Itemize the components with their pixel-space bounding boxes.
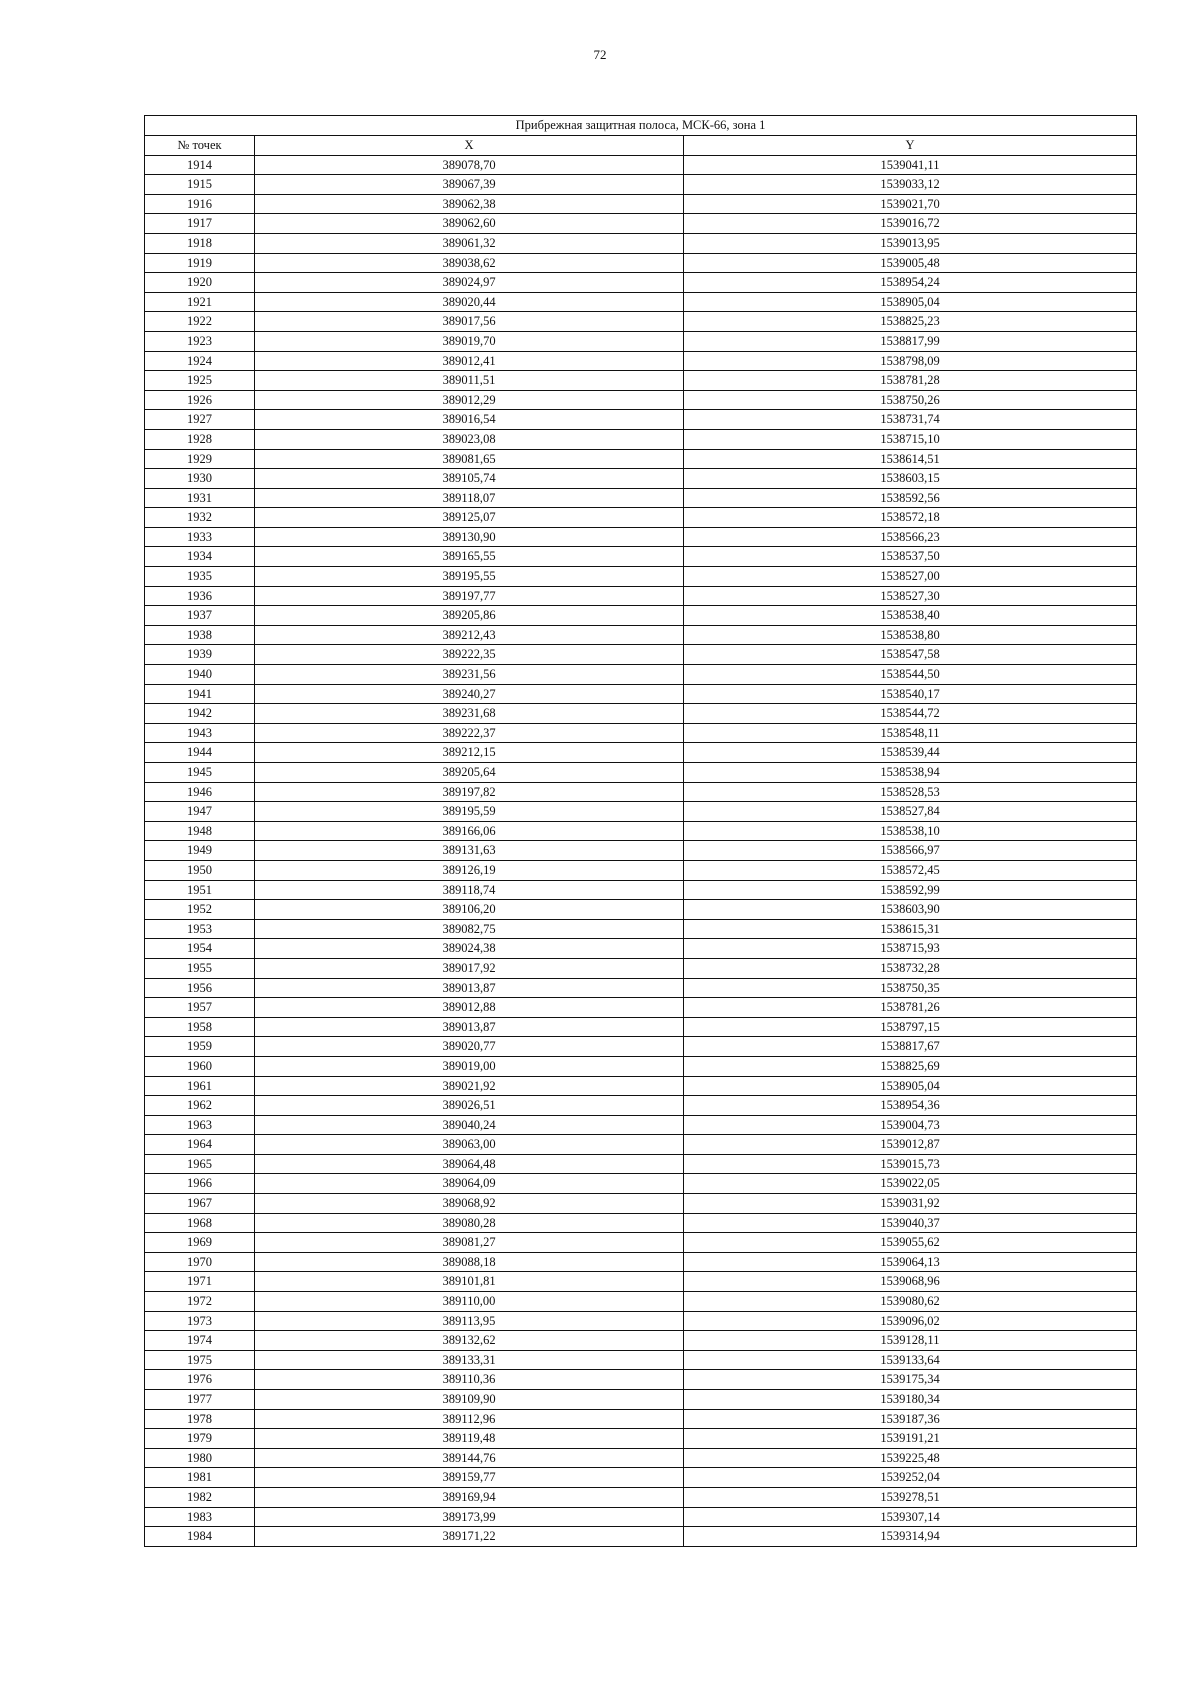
y-coordinate-cell: 1538954,36 (684, 1096, 1137, 1116)
y-coordinate-cell: 1538750,35 (684, 978, 1137, 998)
table-row (145, 1174, 1137, 1194)
x-coordinate-cell: 389222,37 (255, 723, 684, 743)
point-number-cell: 1981 (145, 1468, 255, 1488)
point-number-cell: 1975 (145, 1350, 255, 1370)
table-row (145, 743, 1137, 763)
table-row (145, 1370, 1137, 1390)
table-row (145, 155, 1137, 175)
table-row (145, 547, 1137, 567)
x-coordinate-cell: 389133,31 (255, 1350, 684, 1370)
y-coordinate-cell: 1538781,28 (684, 371, 1137, 391)
x-coordinate-cell: 389197,82 (255, 782, 684, 802)
y-coordinate-cell: 1538540,17 (684, 684, 1137, 704)
x-coordinate-cell: 389144,76 (255, 1448, 684, 1468)
point-number-cell: 1914 (145, 155, 255, 175)
table-row (145, 1350, 1137, 1370)
x-coordinate-cell: 389205,64 (255, 763, 684, 783)
x-coordinate-cell: 389088,18 (255, 1252, 684, 1272)
y-coordinate-cell: 1538603,90 (684, 900, 1137, 920)
table-header-row (145, 136, 1137, 156)
y-coordinate-cell: 1539004,73 (684, 1115, 1137, 1135)
x-coordinate-cell: 389125,07 (255, 508, 684, 528)
point-number-cell: 1963 (145, 1115, 255, 1135)
table-row (145, 723, 1137, 743)
table-row (145, 1448, 1137, 1468)
table-row (145, 371, 1137, 391)
y-coordinate-cell: 1538592,56 (684, 488, 1137, 508)
table-row (145, 233, 1137, 253)
table-row (145, 508, 1137, 528)
x-coordinate-cell: 389119,48 (255, 1429, 684, 1449)
y-coordinate-cell: 1538731,74 (684, 410, 1137, 430)
table-row (145, 1213, 1137, 1233)
x-coordinate-cell: 389081,65 (255, 449, 684, 469)
point-number-cell: 1944 (145, 743, 255, 763)
point-number-cell: 1982 (145, 1487, 255, 1507)
table-row (145, 939, 1137, 959)
point-number-cell: 1932 (145, 508, 255, 528)
y-coordinate-cell: 1539128,11 (684, 1331, 1137, 1351)
y-coordinate-cell: 1539041,11 (684, 155, 1137, 175)
table-row (145, 429, 1137, 449)
y-coordinate-cell: 1539016,72 (684, 214, 1137, 234)
table-row (145, 1154, 1137, 1174)
y-coordinate-cell: 1538538,40 (684, 606, 1137, 626)
x-coordinate-cell: 389082,75 (255, 919, 684, 939)
table-row (145, 488, 1137, 508)
point-number-cell: 1953 (145, 919, 255, 939)
table-row (145, 292, 1137, 312)
x-coordinate-cell: 389197,77 (255, 586, 684, 606)
y-coordinate-cell: 1539055,62 (684, 1233, 1137, 1253)
table-row (145, 214, 1137, 234)
x-coordinate-cell: 389195,59 (255, 802, 684, 822)
table-row (145, 351, 1137, 371)
y-coordinate-cell: 1538825,23 (684, 312, 1137, 332)
table-row (145, 1292, 1137, 1312)
column-header-y: Y (684, 136, 1137, 156)
x-coordinate-cell: 389080,28 (255, 1213, 684, 1233)
point-number-cell: 1961 (145, 1076, 255, 1096)
point-number-cell: 1980 (145, 1448, 255, 1468)
x-coordinate-cell: 389019,70 (255, 331, 684, 351)
table-row (145, 410, 1137, 430)
y-coordinate-cell: 1538797,15 (684, 1017, 1137, 1037)
y-coordinate-cell: 1538592,99 (684, 880, 1137, 900)
x-coordinate-cell: 389078,70 (255, 155, 684, 175)
table-row (145, 1468, 1137, 1488)
point-number-cell: 1949 (145, 841, 255, 861)
point-number-cell: 1952 (145, 900, 255, 920)
coordinates-table (144, 115, 1137, 1547)
x-coordinate-cell: 389159,77 (255, 1468, 684, 1488)
y-coordinate-cell: 1538539,44 (684, 743, 1137, 763)
table-row (145, 1115, 1137, 1135)
x-coordinate-cell: 389173,99 (255, 1507, 684, 1527)
point-number-cell: 1942 (145, 704, 255, 724)
x-coordinate-cell: 389038,62 (255, 253, 684, 273)
y-coordinate-cell: 1538905,04 (684, 292, 1137, 312)
point-number-cell: 1936 (145, 586, 255, 606)
point-number-cell: 1954 (145, 939, 255, 959)
x-coordinate-cell: 389062,38 (255, 194, 684, 214)
point-number-cell: 1923 (145, 331, 255, 351)
point-number-cell: 1924 (145, 351, 255, 371)
y-coordinate-cell: 1539133,64 (684, 1350, 1137, 1370)
x-coordinate-cell: 389126,19 (255, 860, 684, 880)
table-row (145, 1096, 1137, 1116)
y-coordinate-cell: 1538566,23 (684, 527, 1137, 547)
point-number-cell: 1917 (145, 214, 255, 234)
table-row (145, 880, 1137, 900)
x-coordinate-cell: 389013,87 (255, 1017, 684, 1037)
y-coordinate-cell: 1538544,50 (684, 665, 1137, 685)
x-coordinate-cell: 389024,38 (255, 939, 684, 959)
x-coordinate-cell: 389068,92 (255, 1194, 684, 1214)
point-number-cell: 1940 (145, 665, 255, 685)
point-number-cell: 1969 (145, 1233, 255, 1253)
y-coordinate-cell: 1538905,04 (684, 1076, 1137, 1096)
point-number-cell: 1947 (145, 802, 255, 822)
table-row (145, 1390, 1137, 1410)
table-row (145, 1429, 1137, 1449)
point-number-cell: 1946 (145, 782, 255, 802)
point-number-cell: 1966 (145, 1174, 255, 1194)
table-row (145, 1311, 1137, 1331)
y-coordinate-cell: 1539225,48 (684, 1448, 1137, 1468)
table-row (145, 998, 1137, 1018)
table-row (145, 390, 1137, 410)
y-coordinate-cell: 1538548,11 (684, 723, 1137, 743)
table-row (145, 782, 1137, 802)
x-coordinate-cell: 389012,29 (255, 390, 684, 410)
x-coordinate-cell: 389019,00 (255, 1056, 684, 1076)
table-row (145, 331, 1137, 351)
table-row (145, 1037, 1137, 1057)
x-coordinate-cell: 389110,00 (255, 1292, 684, 1312)
x-coordinate-cell: 389023,08 (255, 429, 684, 449)
table-row (145, 1487, 1137, 1507)
y-coordinate-cell: 1539307,14 (684, 1507, 1137, 1527)
x-coordinate-cell: 389118,74 (255, 880, 684, 900)
point-number-cell: 1978 (145, 1409, 255, 1429)
x-coordinate-cell: 389131,63 (255, 841, 684, 861)
table-row (145, 449, 1137, 469)
y-coordinate-cell: 1538538,10 (684, 821, 1137, 841)
y-coordinate-cell: 1539068,96 (684, 1272, 1137, 1292)
y-coordinate-cell: 1538538,94 (684, 763, 1137, 783)
table-row (145, 978, 1137, 998)
y-coordinate-cell: 1538825,69 (684, 1056, 1137, 1076)
x-coordinate-cell: 389021,92 (255, 1076, 684, 1096)
x-coordinate-cell: 389064,48 (255, 1154, 684, 1174)
point-number-cell: 1930 (145, 469, 255, 489)
x-coordinate-cell: 389113,95 (255, 1311, 684, 1331)
y-coordinate-cell: 1539252,04 (684, 1468, 1137, 1488)
column-header-x: X (255, 136, 684, 156)
table-row (145, 586, 1137, 606)
column-header-point-number: № точек (145, 136, 255, 156)
point-number-cell: 1929 (145, 449, 255, 469)
point-number-cell: 1973 (145, 1311, 255, 1331)
table-row (145, 312, 1137, 332)
x-coordinate-cell: 389205,86 (255, 606, 684, 626)
point-number-cell: 1967 (145, 1194, 255, 1214)
table-row (145, 919, 1137, 939)
y-coordinate-cell: 1538566,97 (684, 841, 1137, 861)
x-coordinate-cell: 389016,54 (255, 410, 684, 430)
point-number-cell: 1964 (145, 1135, 255, 1155)
point-number-cell: 1971 (145, 1272, 255, 1292)
y-coordinate-cell: 1539012,87 (684, 1135, 1137, 1155)
x-coordinate-cell: 389212,43 (255, 625, 684, 645)
table-row (145, 253, 1137, 273)
point-number-cell: 1919 (145, 253, 255, 273)
table-row (145, 704, 1137, 724)
y-coordinate-cell: 1539278,51 (684, 1487, 1137, 1507)
x-coordinate-cell: 389011,51 (255, 371, 684, 391)
x-coordinate-cell: 389026,51 (255, 1096, 684, 1116)
y-coordinate-cell: 1539096,02 (684, 1311, 1137, 1331)
point-number-cell: 1943 (145, 723, 255, 743)
table-row (145, 645, 1137, 665)
x-coordinate-cell: 389020,44 (255, 292, 684, 312)
table-row (145, 821, 1137, 841)
point-number-cell: 1922 (145, 312, 255, 332)
x-coordinate-cell: 389017,92 (255, 958, 684, 978)
x-coordinate-cell: 389109,90 (255, 1390, 684, 1410)
y-coordinate-cell: 1538615,31 (684, 919, 1137, 939)
point-number-cell: 1928 (145, 429, 255, 449)
point-number-cell: 1957 (145, 998, 255, 1018)
x-coordinate-cell: 389240,27 (255, 684, 684, 704)
table-row (145, 1409, 1137, 1429)
point-number-cell: 1974 (145, 1331, 255, 1351)
point-number-cell: 1938 (145, 625, 255, 645)
x-coordinate-cell: 389165,55 (255, 547, 684, 567)
y-coordinate-cell: 1538954,24 (684, 273, 1137, 293)
point-number-cell: 1941 (145, 684, 255, 704)
y-coordinate-cell: 1538528,53 (684, 782, 1137, 802)
y-coordinate-cell: 1539040,37 (684, 1213, 1137, 1233)
x-coordinate-cell: 389061,32 (255, 233, 684, 253)
y-coordinate-cell: 1539180,34 (684, 1390, 1137, 1410)
point-number-cell: 1915 (145, 175, 255, 195)
y-coordinate-cell: 1538527,00 (684, 567, 1137, 587)
x-coordinate-cell: 389024,97 (255, 273, 684, 293)
point-number-cell: 1984 (145, 1527, 255, 1547)
x-coordinate-cell: 389063,00 (255, 1135, 684, 1155)
y-coordinate-cell: 1538817,99 (684, 331, 1137, 351)
y-coordinate-cell: 1538603,15 (684, 469, 1137, 489)
x-coordinate-cell: 389020,77 (255, 1037, 684, 1057)
point-number-cell: 1939 (145, 645, 255, 665)
x-coordinate-cell: 389169,94 (255, 1487, 684, 1507)
table-row (145, 958, 1137, 978)
y-coordinate-cell: 1539031,92 (684, 1194, 1137, 1214)
table-row (145, 194, 1137, 214)
y-coordinate-cell: 1538572,18 (684, 508, 1137, 528)
x-coordinate-cell: 389081,27 (255, 1233, 684, 1253)
table-row (145, 841, 1137, 861)
table-row (145, 1194, 1137, 1214)
point-number-cell: 1962 (145, 1096, 255, 1116)
y-coordinate-cell: 1538715,10 (684, 429, 1137, 449)
point-number-cell: 1918 (145, 233, 255, 253)
table-title: Прибрежная защитная полоса, МСК-66, зона 1 (145, 116, 1137, 136)
y-coordinate-cell: 1538732,28 (684, 958, 1137, 978)
point-number-cell: 1937 (145, 606, 255, 626)
y-coordinate-cell: 1539080,62 (684, 1292, 1137, 1312)
table-row (145, 1252, 1137, 1272)
point-number-cell: 1934 (145, 547, 255, 567)
point-number-cell: 1968 (145, 1213, 255, 1233)
y-coordinate-cell: 1539015,73 (684, 1154, 1137, 1174)
table-row (145, 684, 1137, 704)
x-coordinate-cell: 389231,68 (255, 704, 684, 724)
table-row (145, 860, 1137, 880)
point-number-cell: 1955 (145, 958, 255, 978)
table-body (145, 155, 1137, 1546)
point-number-cell: 1920 (145, 273, 255, 293)
table-row (145, 273, 1137, 293)
x-coordinate-cell: 389064,09 (255, 1174, 684, 1194)
y-coordinate-cell: 1538538,80 (684, 625, 1137, 645)
table-title-row (145, 116, 1137, 136)
table-row (145, 606, 1137, 626)
x-coordinate-cell: 389040,24 (255, 1115, 684, 1135)
point-number-cell: 1925 (145, 371, 255, 391)
x-coordinate-cell: 389195,55 (255, 567, 684, 587)
point-number-cell: 1976 (145, 1370, 255, 1390)
x-coordinate-cell: 389101,81 (255, 1272, 684, 1292)
x-coordinate-cell: 389118,07 (255, 488, 684, 508)
y-coordinate-cell: 1539013,95 (684, 233, 1137, 253)
table-row (145, 1135, 1137, 1155)
x-coordinate-cell: 389067,39 (255, 175, 684, 195)
point-number-cell: 1960 (145, 1056, 255, 1076)
point-number-cell: 1933 (145, 527, 255, 547)
point-number-cell: 1958 (145, 1017, 255, 1037)
point-number-cell: 1926 (145, 390, 255, 410)
x-coordinate-cell: 389012,41 (255, 351, 684, 371)
y-coordinate-cell: 1539021,70 (684, 194, 1137, 214)
point-number-cell: 1921 (145, 292, 255, 312)
x-coordinate-cell: 389212,15 (255, 743, 684, 763)
y-coordinate-cell: 1538817,67 (684, 1037, 1137, 1057)
point-number-cell: 1959 (145, 1037, 255, 1057)
x-coordinate-cell: 389106,20 (255, 900, 684, 920)
point-number-cell: 1979 (145, 1429, 255, 1449)
x-coordinate-cell: 389012,88 (255, 998, 684, 1018)
table-row (145, 1527, 1137, 1547)
table-row (145, 665, 1137, 685)
table-row (145, 1017, 1137, 1037)
point-number-cell: 1972 (145, 1292, 255, 1312)
table-row (145, 625, 1137, 645)
y-coordinate-cell: 1538537,50 (684, 547, 1137, 567)
point-number-cell: 1977 (145, 1390, 255, 1410)
point-number-cell: 1927 (145, 410, 255, 430)
y-coordinate-cell: 1538544,72 (684, 704, 1137, 724)
x-coordinate-cell: 389017,56 (255, 312, 684, 332)
y-coordinate-cell: 1538572,45 (684, 860, 1137, 880)
y-coordinate-cell: 1538614,51 (684, 449, 1137, 469)
y-coordinate-cell: 1538527,30 (684, 586, 1137, 606)
table-row (145, 527, 1137, 547)
y-coordinate-cell: 1539175,34 (684, 1370, 1137, 1390)
y-coordinate-cell: 1539005,48 (684, 253, 1137, 273)
point-number-cell: 1948 (145, 821, 255, 841)
table-row (145, 1233, 1137, 1253)
point-number-cell: 1945 (145, 763, 255, 783)
x-coordinate-cell: 389222,35 (255, 645, 684, 665)
table-row (145, 802, 1137, 822)
y-coordinate-cell: 1538781,26 (684, 998, 1137, 1018)
y-coordinate-cell: 1539314,94 (684, 1527, 1137, 1547)
page-number: 72 (593, 47, 607, 62)
y-coordinate-cell: 1539033,12 (684, 175, 1137, 195)
x-coordinate-cell: 389110,36 (255, 1370, 684, 1390)
x-coordinate-cell: 389062,60 (255, 214, 684, 234)
table-row (145, 900, 1137, 920)
y-coordinate-cell: 1538750,26 (684, 390, 1137, 410)
point-number-cell: 1935 (145, 567, 255, 587)
point-number-cell: 1916 (145, 194, 255, 214)
y-coordinate-cell: 1539187,36 (684, 1409, 1137, 1429)
point-number-cell: 1965 (145, 1154, 255, 1174)
table-row (145, 469, 1137, 489)
point-number-cell: 1931 (145, 488, 255, 508)
x-coordinate-cell: 389130,90 (255, 527, 684, 547)
table-row (145, 1076, 1137, 1096)
table-row (145, 1331, 1137, 1351)
table-row (145, 175, 1137, 195)
y-coordinate-cell: 1539191,21 (684, 1429, 1137, 1449)
y-coordinate-cell: 1538527,84 (684, 802, 1137, 822)
y-coordinate-cell: 1538715,93 (684, 939, 1137, 959)
point-number-cell: 1956 (145, 978, 255, 998)
point-number-cell: 1970 (145, 1252, 255, 1272)
x-coordinate-cell: 389112,96 (255, 1409, 684, 1429)
x-coordinate-cell: 389105,74 (255, 469, 684, 489)
y-coordinate-cell: 1539022,05 (684, 1174, 1137, 1194)
y-coordinate-cell: 1538547,58 (684, 645, 1137, 665)
point-number-cell: 1951 (145, 880, 255, 900)
point-number-cell: 1983 (145, 1507, 255, 1527)
x-coordinate-cell: 389013,87 (255, 978, 684, 998)
x-coordinate-cell: 389132,62 (255, 1331, 684, 1351)
table-row (145, 1056, 1137, 1076)
x-coordinate-cell: 389171,22 (255, 1527, 684, 1547)
point-number-cell: 1950 (145, 860, 255, 880)
table-row (145, 763, 1137, 783)
table-row (145, 567, 1137, 587)
x-coordinate-cell: 389166,06 (255, 821, 684, 841)
y-coordinate-cell: 1538798,09 (684, 351, 1137, 371)
y-coordinate-cell: 1539064,13 (684, 1252, 1137, 1272)
x-coordinate-cell: 389231,56 (255, 665, 684, 685)
table-row (145, 1272, 1137, 1292)
table-row (145, 1507, 1137, 1527)
